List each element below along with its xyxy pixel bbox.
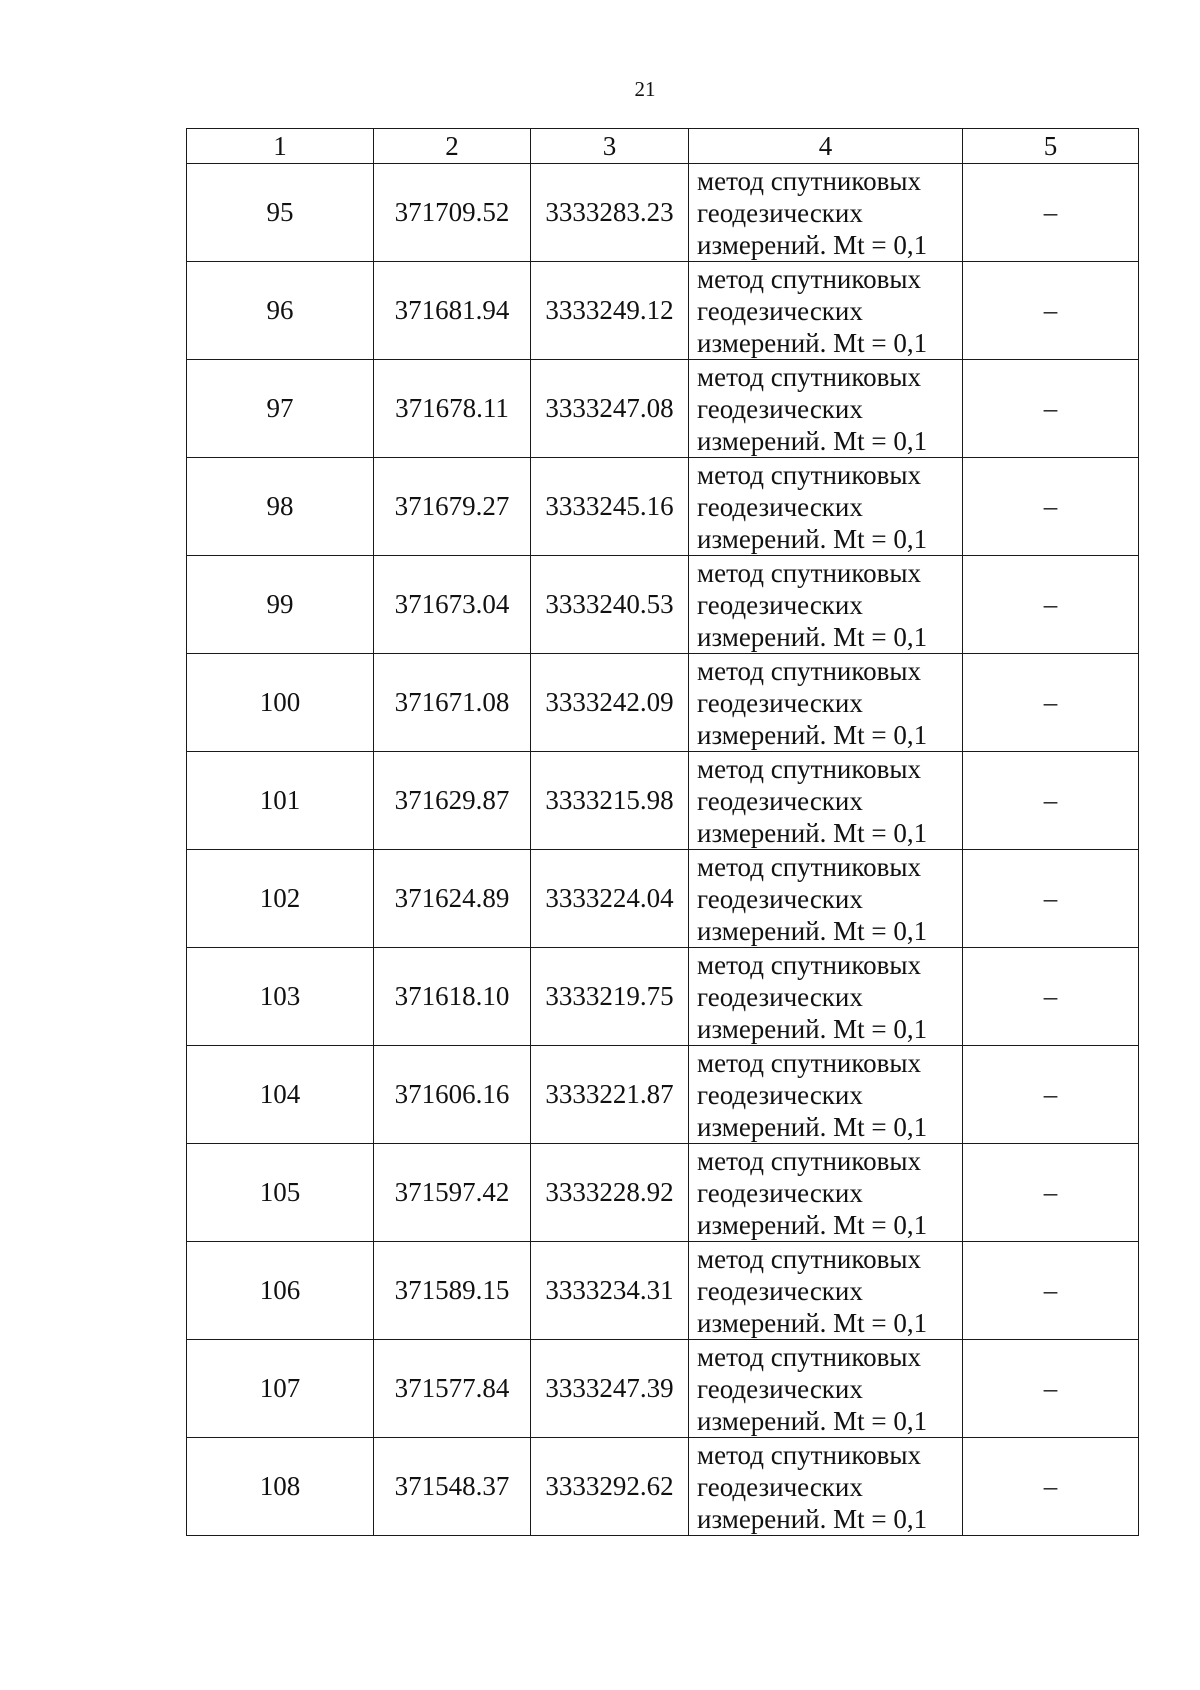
table-body [187,164,1139,1536]
note-cell: – [963,850,1139,948]
table-row [187,164,1139,262]
page-number: 21 [634,77,656,101]
note-cell: – [963,164,1139,262]
note-cell: – [963,1438,1139,1536]
note-cell: – [963,458,1139,556]
y-coordinate-cell: 3333249.12 [531,262,689,360]
y-coordinate-cell: 3333247.39 [531,1340,689,1438]
point-number-cell: 104 [187,1046,374,1144]
y-coordinate-cell: 3333224.04 [531,850,689,948]
point-number-cell: 100 [187,654,374,752]
y-coordinate-cell: 3333219.75 [531,948,689,1046]
y-coordinate-cell: 3333245.16 [531,458,689,556]
x-coordinate-cell: 371681.94 [374,262,531,360]
x-coordinate-cell: 371709.52 [374,164,531,262]
column-header: 3 [531,129,689,164]
table-row [187,458,1139,556]
x-coordinate-cell: 371589.15 [374,1242,531,1340]
y-coordinate-cell: 3333292.62 [531,1438,689,1536]
y-coordinate-cell: 3333234.31 [531,1242,689,1340]
table-row [187,1046,1139,1144]
header-row [187,129,1139,164]
method-cell: метод спутниковых геодезических измерений. Mt = 0,1 [689,1340,963,1438]
point-number-cell: 103 [187,948,374,1046]
x-coordinate-cell: 371618.10 [374,948,531,1046]
table-row [187,752,1139,850]
x-coordinate-cell: 371548.37 [374,1438,531,1536]
point-number-cell: 106 [187,1242,374,1340]
table-row [187,948,1139,1046]
column-header: 4 [689,129,963,164]
method-cell: метод спутниковых геодезических измерений. Mt = 0,1 [689,262,963,360]
x-coordinate-cell: 371577.84 [374,1340,531,1438]
table-row [187,1242,1139,1340]
y-coordinate-cell: 3333215.98 [531,752,689,850]
method-cell: метод спутниковых геодезических измерений. Mt = 0,1 [689,1046,963,1144]
column-header: 1 [187,129,374,164]
point-number-cell: 105 [187,1144,374,1242]
column-header: 5 [963,129,1139,164]
point-number-cell: 108 [187,1438,374,1536]
x-coordinate-cell: 371679.27 [374,458,531,556]
note-cell: – [963,1046,1139,1144]
point-number-cell: 102 [187,850,374,948]
y-coordinate-cell: 3333283.23 [531,164,689,262]
method-cell: метод спутниковых геодезических измерений. Mt = 0,1 [689,1144,963,1242]
point-number-cell: 96 [187,262,374,360]
table-row [187,360,1139,458]
method-cell: метод спутниковых геодезических измерений. Mt = 0,1 [689,654,963,752]
method-cell: метод спутниковых геодезических измерений. Mt = 0,1 [689,752,963,850]
note-cell: – [963,1340,1139,1438]
table-row [187,1340,1139,1438]
point-number-cell: 107 [187,1340,374,1438]
y-coordinate-cell: 3333247.08 [531,360,689,458]
table-row [187,1438,1139,1536]
point-number-cell: 101 [187,752,374,850]
table-row [187,556,1139,654]
table-row [187,262,1139,360]
method-cell: метод спутниковых геодезических измерений. Mt = 0,1 [689,1242,963,1340]
column-header: 2 [374,129,531,164]
table-row [187,850,1139,948]
x-coordinate-cell: 371673.04 [374,556,531,654]
note-cell: – [963,1144,1139,1242]
note-cell: – [963,262,1139,360]
method-cell: метод спутниковых геодезических измерений. Mt = 0,1 [689,164,963,262]
table-header [187,129,1139,164]
y-coordinate-cell: 3333240.53 [531,556,689,654]
note-cell: – [963,556,1139,654]
x-coordinate-cell: 371606.16 [374,1046,531,1144]
coordinates-table [186,128,1139,1536]
method-cell: метод спутниковых геодезических измерений. Mt = 0,1 [689,556,963,654]
table-row [187,1144,1139,1242]
note-cell: – [963,1242,1139,1340]
y-coordinate-cell: 3333221.87 [531,1046,689,1144]
table-row [187,654,1139,752]
y-coordinate-cell: 3333242.09 [531,654,689,752]
x-coordinate-cell: 371629.87 [374,752,531,850]
method-cell: метод спутниковых геодезических измерений. Mt = 0,1 [689,458,963,556]
note-cell: – [963,360,1139,458]
point-number-cell: 97 [187,360,374,458]
x-coordinate-cell: 371678.11 [374,360,531,458]
method-cell: метод спутниковых геодезических измерений. Mt = 0,1 [689,360,963,458]
method-cell: метод спутниковых геодезических измерений. Mt = 0,1 [689,850,963,948]
x-coordinate-cell: 371597.42 [374,1144,531,1242]
x-coordinate-cell: 371671.08 [374,654,531,752]
x-coordinate-cell: 371624.89 [374,850,531,948]
note-cell: – [963,948,1139,1046]
point-number-cell: 98 [187,458,374,556]
note-cell: – [963,654,1139,752]
method-cell: метод спутниковых геодезических измерений. Mt = 0,1 [689,948,963,1046]
y-coordinate-cell: 3333228.92 [531,1144,689,1242]
point-number-cell: 95 [187,164,374,262]
note-cell: – [963,752,1139,850]
point-number-cell: 99 [187,556,374,654]
method-cell: метод спутниковых геодезических измерений. Mt = 0,1 [689,1438,963,1536]
